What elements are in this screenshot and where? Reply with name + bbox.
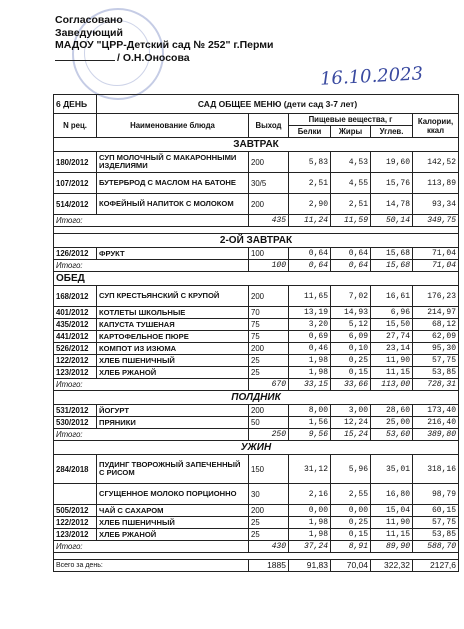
- calories-value: 71,04: [413, 248, 459, 260]
- calories-value: 95,30: [413, 343, 459, 355]
- recipe-code: 526/2012: [54, 343, 97, 355]
- dish-row: [54, 367, 459, 379]
- recipe-code: 441/2012: [54, 331, 97, 343]
- section-title: 2-ОЙ ЗАВТРАК: [54, 234, 459, 248]
- dish-yield: 200: [249, 152, 289, 173]
- protein-value: 2,51: [289, 173, 331, 194]
- handwritten-date: 16.10.2023: [319, 63, 424, 90]
- col-name-header: Наименование блюда: [97, 114, 249, 138]
- calories-value: 57,75: [413, 517, 459, 529]
- total-row: [54, 215, 459, 227]
- fat-value: 0,15: [331, 367, 371, 379]
- recipe-code: 531/2012: [54, 405, 97, 417]
- dish-name: СГУЩЕННОЕ МОЛОКО ПОРЦИОННО: [97, 484, 249, 505]
- dish-yield: 200: [249, 194, 289, 215]
- protein-value: 3,20: [289, 319, 331, 331]
- carbs-value: 27,74: [371, 331, 413, 343]
- protein-value: 5,83: [289, 152, 331, 173]
- position-line: Заведующий: [55, 26, 123, 39]
- total-carbs: 53,60: [371, 429, 413, 441]
- recipe-code: 168/2012: [54, 286, 97, 307]
- calories-value: 60,15: [413, 505, 459, 517]
- dish-yield: 30/5: [249, 173, 289, 194]
- recipe-code: 530/2012: [54, 417, 97, 429]
- total-carbs: 113,00: [371, 379, 413, 391]
- dish-yield: 75: [249, 331, 289, 343]
- calories-value: 214,97: [413, 307, 459, 319]
- dish-yield: 25: [249, 529, 289, 541]
- protein-value: 2,90: [289, 194, 331, 215]
- section-row: [54, 391, 459, 405]
- spacer-cell: [54, 227, 459, 234]
- dish-name: ПРЯНИКИ: [97, 417, 249, 429]
- fat-value: 6,09: [331, 331, 371, 343]
- dish-row: [54, 455, 459, 484]
- fat-value: 0,00: [331, 505, 371, 517]
- calories-value: 113,89: [413, 173, 459, 194]
- calories-value: 216,40: [413, 417, 459, 429]
- dish-row: [54, 248, 459, 260]
- total-calories: 71,04: [413, 260, 459, 272]
- fat-value: 5,12: [331, 319, 371, 331]
- carbs-value: 15,50: [371, 319, 413, 331]
- recipe-code: 505/2012: [54, 505, 97, 517]
- recipe-code: [54, 484, 97, 505]
- dish-row: [54, 355, 459, 367]
- calories-value: 57,75: [413, 355, 459, 367]
- total-carbs: 50,14: [371, 215, 413, 227]
- fat-value: 2,51: [331, 194, 371, 215]
- dish-row: [54, 173, 459, 194]
- total-protein: 37,24: [289, 541, 331, 553]
- signature-line: [55, 52, 274, 65]
- dish-name: ФРУКТ: [97, 248, 249, 260]
- dish-row: [54, 319, 459, 331]
- calories-value: 68,12: [413, 319, 459, 331]
- total-label: Итого:: [54, 429, 249, 441]
- fat-value: 14,93: [331, 307, 371, 319]
- calories-value: 176,23: [413, 286, 459, 307]
- total-calories: 728,31: [413, 379, 459, 391]
- carbs-value: 25,00: [371, 417, 413, 429]
- carbs-value: 11,15: [371, 529, 413, 541]
- calories-value: 142,52: [413, 152, 459, 173]
- total-label: Итого:: [54, 215, 249, 227]
- total-carbs: 89,90: [371, 541, 413, 553]
- dish-yield: 200: [249, 286, 289, 307]
- section-title: ОБЕД: [54, 272, 459, 286]
- fat-value: 3,00: [331, 405, 371, 417]
- carbs-value: 14,78: [371, 194, 413, 215]
- protein-value: 1,98: [289, 529, 331, 541]
- recipe-code: 435/2012: [54, 319, 97, 331]
- protein-value: 1,56: [289, 417, 331, 429]
- total-label: Всего за день:: [54, 560, 249, 572]
- carbs-value: 28,60: [371, 405, 413, 417]
- dish-name: ЧАЙ С САХАРОМ: [97, 505, 249, 517]
- fat-value: 4,55: [331, 173, 371, 194]
- protein-value: 8,00: [289, 405, 331, 417]
- dish-name: КОТЛЕТЫ ШКОЛЬНЫЕ: [97, 307, 249, 319]
- dish-yield: 200: [249, 343, 289, 355]
- total-fat: 15,24: [331, 429, 371, 441]
- recipe-code: 180/2012: [54, 152, 97, 173]
- dish-name: БУТЕРБРОД С МАСЛОМ НА БАТОНЕ: [97, 173, 249, 194]
- dish-yield: 200: [249, 405, 289, 417]
- fat-value: 7,02: [331, 286, 371, 307]
- protein-value: 2,16: [289, 484, 331, 505]
- dish-row: [54, 286, 459, 307]
- section-row: [54, 272, 459, 286]
- carbs-value: 15,68: [371, 248, 413, 260]
- recipe-code: 107/2012: [54, 173, 97, 194]
- protein-value: 0,69: [289, 331, 331, 343]
- calories-value: 53,85: [413, 367, 459, 379]
- organization-line: МАДОУ "ЦРР-Детский сад № 252" г.Перми: [55, 39, 274, 51]
- spacer-row: [54, 227, 459, 234]
- total-fat: 0,64: [331, 260, 371, 272]
- total-row: [54, 379, 459, 391]
- menu-title: САД ОБЩЕЕ МЕНЮ (дети сад 3-7 лет): [97, 95, 459, 114]
- calories-value: 62,09: [413, 331, 459, 343]
- protein-value: 0,00: [289, 505, 331, 517]
- protein-value: 31,12: [289, 455, 331, 484]
- dish-row: [54, 307, 459, 319]
- total-row: [54, 541, 459, 553]
- dish-name: ХЛЕБ РЖАНОЙ: [97, 367, 249, 379]
- total-calories: 389,80: [413, 429, 459, 441]
- total-yield: 100: [249, 260, 289, 272]
- carbs-value: 35,01: [371, 455, 413, 484]
- total-carbs: 15,68: [371, 260, 413, 272]
- dish-yield: 200: [249, 505, 289, 517]
- section-title: УЖИН: [54, 441, 459, 455]
- total-yield: 435: [249, 215, 289, 227]
- total-label: Итого:: [54, 379, 249, 391]
- dish-yield: 30: [249, 484, 289, 505]
- dish-row: [54, 343, 459, 355]
- dish-yield: 70: [249, 307, 289, 319]
- calories-value: 93,34: [413, 194, 459, 215]
- dish-name: СУП МОЛОЧНЫЙ С МАКАРОННЫМИ ИЗДЕЛИЯМИ: [97, 152, 249, 173]
- recipe-code: 284/2018: [54, 455, 97, 484]
- carbs-value: 23,14: [371, 343, 413, 355]
- dish-row: [54, 405, 459, 417]
- dish-name: СУП КРЕСТЬЯНСКИЙ С КРУПОЙ: [97, 286, 249, 307]
- dish-row: [54, 417, 459, 429]
- carbs-value: 11,90: [371, 355, 413, 367]
- recipe-code: 126/2012: [54, 248, 97, 260]
- total-carbs: 322,32: [371, 560, 413, 572]
- total-row: [54, 560, 459, 572]
- total-row: [54, 429, 459, 441]
- dish-yield: 75: [249, 319, 289, 331]
- carbs-value: 16,80: [371, 484, 413, 505]
- total-protein: 9,56: [289, 429, 331, 441]
- col-recipe-header: N рец.: [54, 114, 97, 138]
- calories-value: 318,16: [413, 455, 459, 484]
- dish-row: [54, 505, 459, 517]
- protein-value: 0,46: [289, 343, 331, 355]
- dish-yield: 25: [249, 355, 289, 367]
- total-fat: 33,66: [331, 379, 371, 391]
- dish-yield: 100: [249, 248, 289, 260]
- total-calories: 349,75: [413, 215, 459, 227]
- fat-value: 5,96: [331, 455, 371, 484]
- recipe-code: 123/2012: [54, 367, 97, 379]
- recipe-code: 122/2012: [54, 355, 97, 367]
- total-protein: 91,83: [289, 560, 331, 572]
- dish-row: [54, 484, 459, 505]
- total-calories: 588,70: [413, 541, 459, 553]
- fat-value: 0,10: [331, 343, 371, 355]
- fat-value: 4,53: [331, 152, 371, 173]
- fat-value: 12,24: [331, 417, 371, 429]
- total-yield: 430: [249, 541, 289, 553]
- recipe-code: 514/2012: [54, 194, 97, 215]
- fat-value: 2,55: [331, 484, 371, 505]
- section-row: [54, 234, 459, 248]
- signature: [55, 60, 115, 61]
- approval-line: Согласовано: [55, 14, 123, 26]
- spacer-cell: [54, 553, 459, 560]
- carbs-value: 15,04: [371, 505, 413, 517]
- calories-value: 98,79: [413, 484, 459, 505]
- col-carbs-header: Углев.: [371, 126, 413, 138]
- col-calories-header: Калории, ккал: [413, 114, 459, 138]
- dish-name: КОМПОТ ИЗ ИЗЮМА: [97, 343, 249, 355]
- section-title: ЗАВТРАК: [54, 138, 459, 152]
- col-nutrients-header: Пищевые вещества, г: [289, 114, 413, 126]
- section-title: ПОЛДНИК: [54, 391, 459, 405]
- total-calories: 2127,6: [413, 560, 459, 572]
- dish-name: ЙОГУРТ: [97, 405, 249, 417]
- carbs-value: 15,76: [371, 173, 413, 194]
- dish-row: [54, 517, 459, 529]
- dish-row: [54, 152, 459, 173]
- dish-row: [54, 331, 459, 343]
- protein-value: 0,64: [289, 248, 331, 260]
- fat-value: 0,15: [331, 529, 371, 541]
- protein-value: 1,98: [289, 517, 331, 529]
- dish-yield: 25: [249, 517, 289, 529]
- recipe-code: 123/2012: [54, 529, 97, 541]
- calories-value: 173,40: [413, 405, 459, 417]
- recipe-code: 401/2012: [54, 307, 97, 319]
- protein-value: 1,98: [289, 367, 331, 379]
- carbs-value: 11,90: [371, 517, 413, 529]
- dish-name: КАПУСТА ТУШЕНАЯ: [97, 319, 249, 331]
- fat-value: 0,64: [331, 248, 371, 260]
- total-yield: 1885: [249, 560, 289, 572]
- carbs-value: 11,15: [371, 367, 413, 379]
- day-label: 6 ДЕНЬ: [54, 95, 97, 114]
- dish-name: ХЛЕБ ПШЕНИЧНЫЙ: [97, 517, 249, 529]
- dish-name: ХЛЕБ ПШЕНИЧНЫЙ: [97, 355, 249, 367]
- total-fat: 11,59: [331, 215, 371, 227]
- carbs-value: 19,60: [371, 152, 413, 173]
- section-row: [54, 138, 459, 152]
- total-fat: 70,04: [331, 560, 371, 572]
- dish-yield: 150: [249, 455, 289, 484]
- protein-value: 13,19: [289, 307, 331, 319]
- dish-name: КАРТОФЕЛЬНОЕ ПЮРЕ: [97, 331, 249, 343]
- total-yield: 250: [249, 429, 289, 441]
- protein-value: 11,65: [289, 286, 331, 307]
- dish-name: ПУДИНГ ТВОРОЖНЫЙ ЗАПЕЧЕННЫЙ С РИСОМ: [97, 455, 249, 484]
- fat-value: 0,25: [331, 517, 371, 529]
- dish-row: [54, 529, 459, 541]
- spacer-row: [54, 553, 459, 560]
- total-protein: 0,64: [289, 260, 331, 272]
- menu-table: [53, 94, 459, 572]
- total-protein: 33,15: [289, 379, 331, 391]
- approval-header: [55, 14, 274, 64]
- total-label: Итого:: [54, 260, 249, 272]
- col-yield-header: Выход: [249, 114, 289, 138]
- section-row: [54, 441, 459, 455]
- total-fat: 8,91: [331, 541, 371, 553]
- col-protein-header: Белки: [289, 126, 331, 138]
- carbs-value: 16,61: [371, 286, 413, 307]
- dish-yield: 50: [249, 417, 289, 429]
- col-fat-header: Жиры: [331, 126, 371, 138]
- dish-name: КОФЕЙНЫЙ НАПИТОК С МОЛОКОМ: [97, 194, 249, 215]
- recipe-code: 122/2012: [54, 517, 97, 529]
- carbs-value: 6,96: [371, 307, 413, 319]
- total-protein: 11,24: [289, 215, 331, 227]
- dish-row: [54, 194, 459, 215]
- dish-name: ХЛЕБ РЖАНОЙ: [97, 529, 249, 541]
- total-row: [54, 260, 459, 272]
- calories-value: 53,85: [413, 529, 459, 541]
- total-label: Итого:: [54, 541, 249, 553]
- signatory-name: / О.Н.Оносова: [117, 51, 190, 64]
- protein-value: 1,98: [289, 355, 331, 367]
- fat-value: 0,25: [331, 355, 371, 367]
- dish-yield: 25: [249, 367, 289, 379]
- total-yield: 670: [249, 379, 289, 391]
